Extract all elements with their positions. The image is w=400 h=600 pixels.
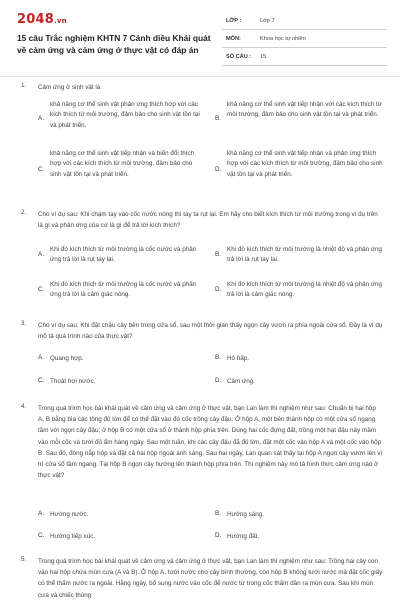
answer-option-d[interactable] xyxy=(215,377,387,389)
option-letter: D. xyxy=(215,532,222,539)
option-text: Khi đó kích thích từ môi trường là nhiệt độ và phản ứng trả lời là rụt tay lại. xyxy=(227,246,383,264)
option-letter: C. xyxy=(38,286,45,293)
option-text: Hô hấp. xyxy=(227,355,250,362)
site-logo[interactable]: 2048.vn xyxy=(17,12,67,27)
option-text: Hướng nước. xyxy=(50,511,89,518)
option-text: Khi đó kích thích từ môi trường là cốc nước và phản ứng trả lời là cảm giác nóng. xyxy=(50,281,197,299)
option-letter: A. xyxy=(38,251,44,258)
option-letter: A. xyxy=(38,354,44,361)
option-text: Khi đó kích thích từ môi trường là nhiệt độ và phản ứng trả lời là cảm giác nóng. xyxy=(227,281,383,299)
meta-label: MÔN: xyxy=(226,35,241,42)
option-text: khả năng cơ thể sinh vật tiếp nhận với các kích thích từ môi trường, đảm bảo cho sinh vật tồn tại và phát triển. xyxy=(227,101,382,119)
question-number: 1. xyxy=(21,82,27,89)
option-text: Cảm ứng. xyxy=(227,378,256,385)
option-text: Thoát hơi nước. xyxy=(50,378,96,385)
question-stem: Cho ví dụ sau: Khi chạm tay vào cốc nước nóng thì tay ta rụt lại. Em hãy cho biết kích thích từ môi trường trong ví dụ trên là gì và phản ứng của cơ là gì để trả lời kích thích? xyxy=(38,211,378,230)
option-letter: B. xyxy=(215,115,221,122)
option-letter: B. xyxy=(215,354,221,361)
answer-option-c[interactable] xyxy=(38,149,210,193)
option-letter: D. xyxy=(215,286,222,293)
meta-label: SỐ CÂU : xyxy=(226,53,252,60)
option-text: Khi đó kích thích từ môi trường là cốc nước và phản ứng trả lời là rụt tay lại. xyxy=(50,246,197,264)
option-letter: A. xyxy=(38,115,44,122)
option-letter: B. xyxy=(215,510,221,517)
option-letter: B. xyxy=(215,251,221,258)
meta-row-class xyxy=(222,12,387,30)
answer-option-c[interactable] xyxy=(38,280,210,304)
option-text: Hướng đất. xyxy=(227,533,260,540)
question-3 xyxy=(0,318,400,390)
question-number: 5. xyxy=(21,556,27,563)
option-letter: C. xyxy=(38,166,45,173)
question-1 xyxy=(0,79,400,201)
answer-option-d[interactable] xyxy=(215,149,387,193)
question-stem: Cảm ứng ở sinh vật là xyxy=(38,84,101,91)
answer-option-d[interactable] xyxy=(215,280,387,304)
option-text: Hướng sáng. xyxy=(227,511,265,518)
option-letter: D. xyxy=(215,166,222,173)
answer-option-b[interactable] xyxy=(215,510,387,522)
option-text: Hướng tiếp xúc. xyxy=(50,533,96,540)
header-divider xyxy=(0,76,400,77)
answer-option-a[interactable] xyxy=(38,245,210,269)
meta-row-subject xyxy=(222,30,387,48)
question-number: 3. xyxy=(21,320,27,327)
meta-value: 15 xyxy=(260,53,267,60)
question-5 xyxy=(0,554,400,600)
question-4 xyxy=(0,401,400,547)
option-text: khả năng cơ thể sinh vật phản ứng thích hợp với các kích thích từ môi trường, đảm bảo cho sinh vật tồn tại và phát triển. xyxy=(50,101,200,129)
question-2 xyxy=(0,207,400,312)
question-stem: Trong quá trình học bài khái quát về cảm ứng và cảm ứng ở thực vật, bạn Lan làm thí nghiệm như sau: Trồng hai cây con vào hai hộp chứa mùn cưa (A và B). Ở hộp A, tưới nước cho cây bình thường, còn hộp B không tưới nước mà đặt cốc giấy có thể thấm nước ra ngoài. Hằng ngày, bổ sung nước vào cốc để nước từ trong cốc thấm dần ra mùn cưa. Sau khi mùn cưa và chiếc thùng xyxy=(38,558,383,599)
answer-option-a[interactable] xyxy=(38,354,210,366)
option-letter: A. xyxy=(38,510,44,517)
question-stem: Cho ví dụ sau: Khi đặt chậu cây bên trong cửa sổ, sau một thời gian thấy ngọn cây vươn ra phía ngoài cửa sổ. Đây là ví dụ mô tả quá trình nào của thực vật? xyxy=(38,322,383,341)
option-letter: D. xyxy=(215,377,222,384)
option-letter: C. xyxy=(38,532,45,539)
meta-info-box xyxy=(222,12,387,66)
answer-option-b[interactable] xyxy=(215,354,387,366)
meta-label: LỚP : xyxy=(226,17,242,24)
answer-option-c[interactable] xyxy=(38,377,210,389)
option-letter: C. xyxy=(38,377,45,384)
header xyxy=(0,0,400,82)
meta-row-count xyxy=(222,48,387,66)
question-number: 2. xyxy=(21,209,27,216)
meta-value: Lớp 7 xyxy=(260,17,275,24)
option-text: Quang hợp. xyxy=(50,355,84,362)
page-title: 15 câu Trắc nghiệm KHTN 7 Cánh diều Khái quát về cảm ứng và cảm ứng ở thực vật có đáp án xyxy=(17,33,211,55)
option-text: khả năng cơ thể sinh vật tiếp nhận và phản ứng thích hợp với các kích thích từ môi trường, đảm bảo cho sinh vật tồn tại và phát triển. xyxy=(227,150,383,178)
question-number: 4. xyxy=(21,403,27,410)
question-stem: Trong quá trình học bài khái quát về cảm ứng và cảm ứng ở thực vật, bạn Lan làm thí nghiệm như sau: Chuẩn bị hai hộp A, B bằng bìa các tông đủ lớn để có thể đặt vào đó cốc trồng cây đậu. Ở hộp A, một bên thành hộp có một cửa sổ ngang tầm với ngọn cây đậu; ở hộp B có một cửa sổ ở thành hộp phía trên. Dùng hai cốc đựng đất, trồng một hạt đậu nảy mầm vào mỗi cốc và tưới đủ ẩm hàng ngày. Sau một tuần, khi các cây đậu đã đủ lớn, đặt một cốc vào hộp A và một cốc vào hộp B. Sau đó, đóng nắp hộp và đặt cả hai hộp ngoài ánh sáng. Sau hai ngày, Lan quan sát thấy tại hộp A ngọn cây vươn lên vị trí cửa sổ tầm ngang. Tại hộp B ngọn cây hướng lên thành hộp phía trên. Thí nghiệm này mô tả hình thức cảm ứng nào ở thực vật? xyxy=(38,405,382,480)
answer-option-b[interactable] xyxy=(215,245,387,269)
meta-value: Khoa học tự nhiên xyxy=(260,35,306,42)
answer-option-b[interactable] xyxy=(215,100,387,140)
answer-option-a[interactable] xyxy=(38,100,210,140)
answer-option-d[interactable] xyxy=(215,532,387,544)
answer-option-c[interactable] xyxy=(38,532,210,544)
answer-option-a[interactable] xyxy=(38,510,210,522)
option-text: khả năng cơ thể sinh vật tiếp nhận và biến đổi thích hợp với các kích thích từ môi trường, đảm bảo cho sinh vật tồn tại và phát triển. xyxy=(50,150,195,178)
